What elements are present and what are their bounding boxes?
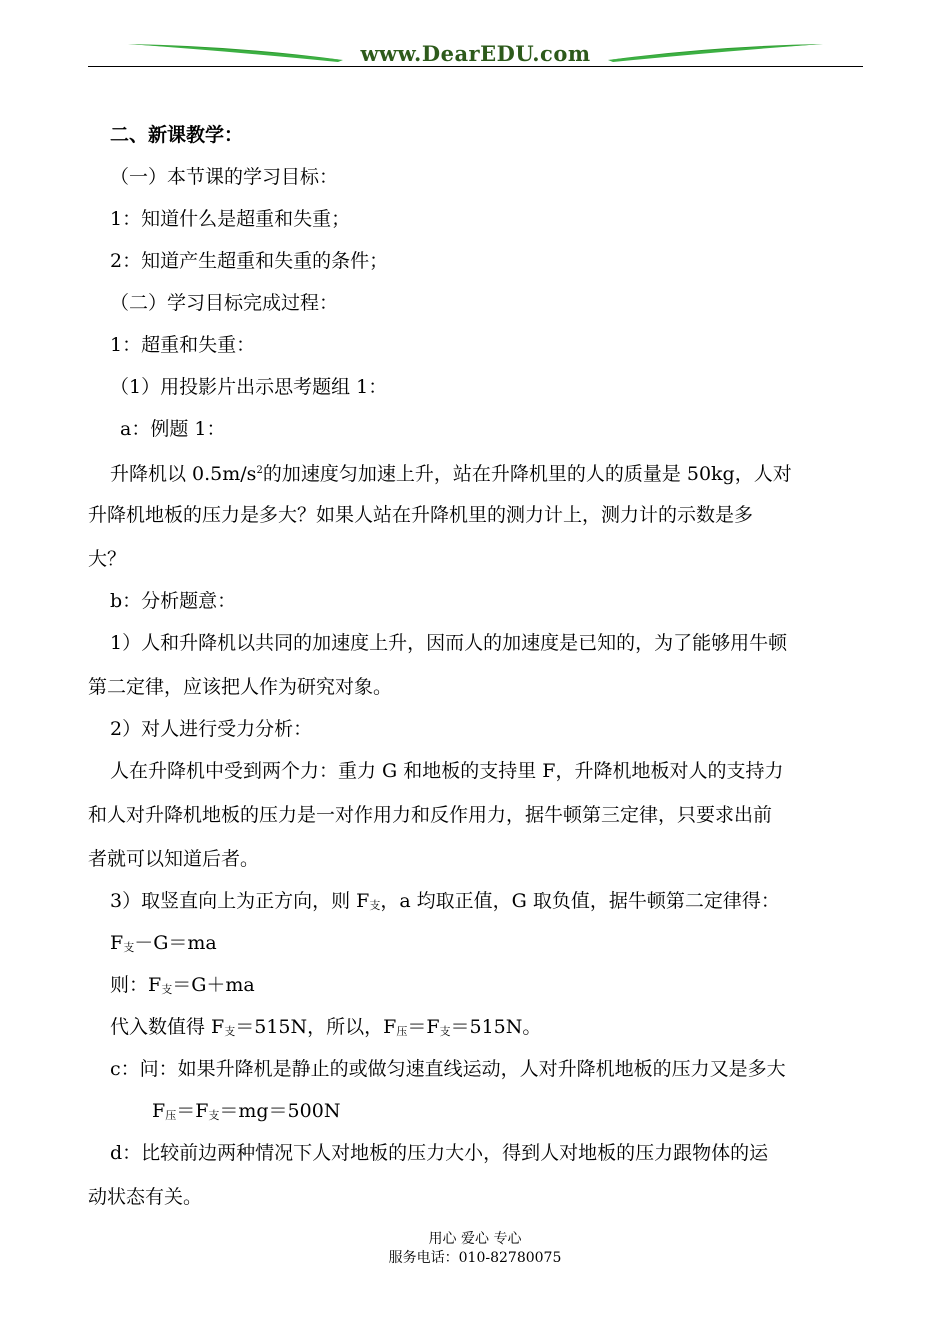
paragraph: c：问：如果升降机是静止的或做匀速直线运动，人对升降机地板的压力又是多大 (110, 1058, 786, 1080)
paragraph: （一）本节课的学习目标： (110, 166, 339, 188)
paragraph: 和人对升降机地板的压力是一对作用力和反作用力，据牛顿第三定律，只要求出前 (88, 804, 773, 826)
paragraph: 2）对人进行受力分析： (110, 718, 313, 740)
paragraph: 3）取竖直向上为正方向，则 $F_支$，a 均取正值，G 取负值，据牛顿第二定律得： (110, 890, 780, 912)
paragraph: 人在升降机中受到两个力：重力 G 和地板的支持里 F，升降机地板对人的支持力 (110, 760, 784, 782)
formula: 则：$F_支=G+ma$ (110, 974, 255, 996)
formula: $F_支-G=ma$ (110, 932, 217, 954)
section-heading: 二、新课教学： (110, 124, 244, 146)
site-name: www.DearEDU.com (360, 41, 591, 66)
paragraph: （二）学习目标完成过程： (110, 292, 339, 314)
paragraph: 者就可以知道后者。 (88, 848, 260, 870)
paragraph: 第二定律，应该把人作为研究对象。 (88, 676, 393, 698)
paragraph: 动状态有关。 (88, 1186, 203, 1208)
paragraph: d：比较前边两种情况下人对地板的压力大小，得到人对地板的压力跟物体的运 (110, 1142, 769, 1164)
header-rule (88, 66, 863, 67)
paragraph: 1：超重和失重： (110, 334, 256, 356)
paragraph: 1）人和升降机以共同的加速度上升，因而人的加速度是已知的，为了能够用牛顿 (110, 632, 788, 654)
paragraph: 升降机以 $0.5m/s^2$的加速度匀加速上升，站在升降机里的人的质量是 50kg，人对 (110, 463, 792, 485)
paragraph: a：例题 1： (120, 418, 226, 440)
paragraph: 升降机地板的压力是多大？如果人站在升降机里的测力计上，测力计的示数是多 (88, 504, 754, 526)
footer-phone: 服务电话：010-82780075 (388, 1250, 562, 1266)
footer-slogan: 用心 爱心 专心 (428, 1231, 522, 1247)
paragraph: b：分析题意： (110, 590, 237, 612)
paragraph: 代入数值得 $F_支=515N$，所以，$F_压=F_支=515N$。 (110, 1016, 542, 1038)
paragraph: 1：知道什么是超重和失重； (110, 208, 351, 230)
formula: $F_压=F_支=mg=500N$ (152, 1100, 341, 1122)
paragraph: 大？ (88, 548, 127, 570)
paragraph: （1）用投影片出示思考题组 1： (110, 376, 388, 398)
paragraph: 2：知道产生超重和失重的条件； (110, 250, 389, 272)
